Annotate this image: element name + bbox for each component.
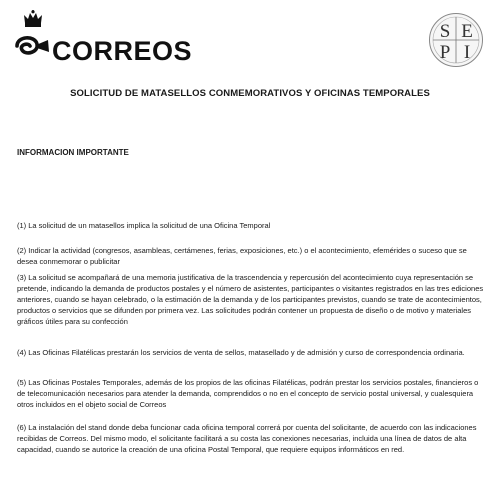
section-title: INFORMACION IMPORTANTE <box>17 148 129 157</box>
paragraph-1: (1) La solicitud de un matasellos implica la solicitud de una Oficina Temporal <box>17 221 271 230</box>
svg-text:P: P <box>439 42 451 63</box>
brand-wordmark: CORREOS <box>52 36 193 66</box>
sepi-logo <box>428 12 484 68</box>
paragraph-5: (5) Las Oficinas Postales Temporales, además de los propios de las oficinas Filatélicas, podrán prestar los servicios postales, financieros o de telecomunicación necesarios para atender la demanda, comprendidos o no en el concepto de servicio postal universal, y cualesquiera otros incluidos en el objeto social de Correos <box>17 378 479 409</box>
paragraph-6: (6) La instalación del stand donde deba funcionar cada oficina temporal correrá por cuenta del solicitante, de acuerdo con las indicaciones recibidas de Correos. Del mismo modo, el solicitante facilitará a su costa las conexiones necesarias, incluida una línea de datos de alta capacidad, cuando se autorice la creación de una oficina Postal Temporal, que requiere equipos informáticos en red. <box>17 423 477 454</box>
svg-text:E: E <box>461 21 473 42</box>
svg-text:I: I <box>463 42 471 63</box>
document-title: SOLICITUD DE MATASELLOS CONMEMORATIVOS Y OFICINAS TEMPORALES <box>70 88 430 99</box>
paragraph-3: (3) La solicitud se acompañará de una memoria justificativa de la trascendencia y repercusión del acontecimiento cuya representación se pretende, indicando la demanda de productos postales y el número de asistentes, participantes o visitantes registrados en las tres ediciones anteriores, cuando se hayan celebrado, o la estimación de la demanda y de los participantes previstos, cuando se trate de acontecimientos, productos o servicios que se difunden por primera vez. Las solicitudes podrán contener un propuesta de diseño o de motivo y materiales gráficos útiles para su confección <box>17 273 484 326</box>
correos-logo <box>12 10 192 68</box>
crown-icon <box>22 10 44 30</box>
paragraph-2: (2) Indicar la actividad (congresos, asambleas, certámenes, ferias, exposiciones, etc.) o el acontecimiento, efemérides o suceso que se desea conmemorar o publicitar <box>17 246 467 266</box>
paragraph-4: (4) Las Oficinas Filatélicas prestarán los servicios de venta de sellos, matasellado y de admisión y curso de correspondencia ordinaria. <box>17 348 465 357</box>
sepi-emblem-icon <box>428 12 484 68</box>
post-horn-icon <box>14 32 52 62</box>
svg-text:S: S <box>439 21 451 42</box>
